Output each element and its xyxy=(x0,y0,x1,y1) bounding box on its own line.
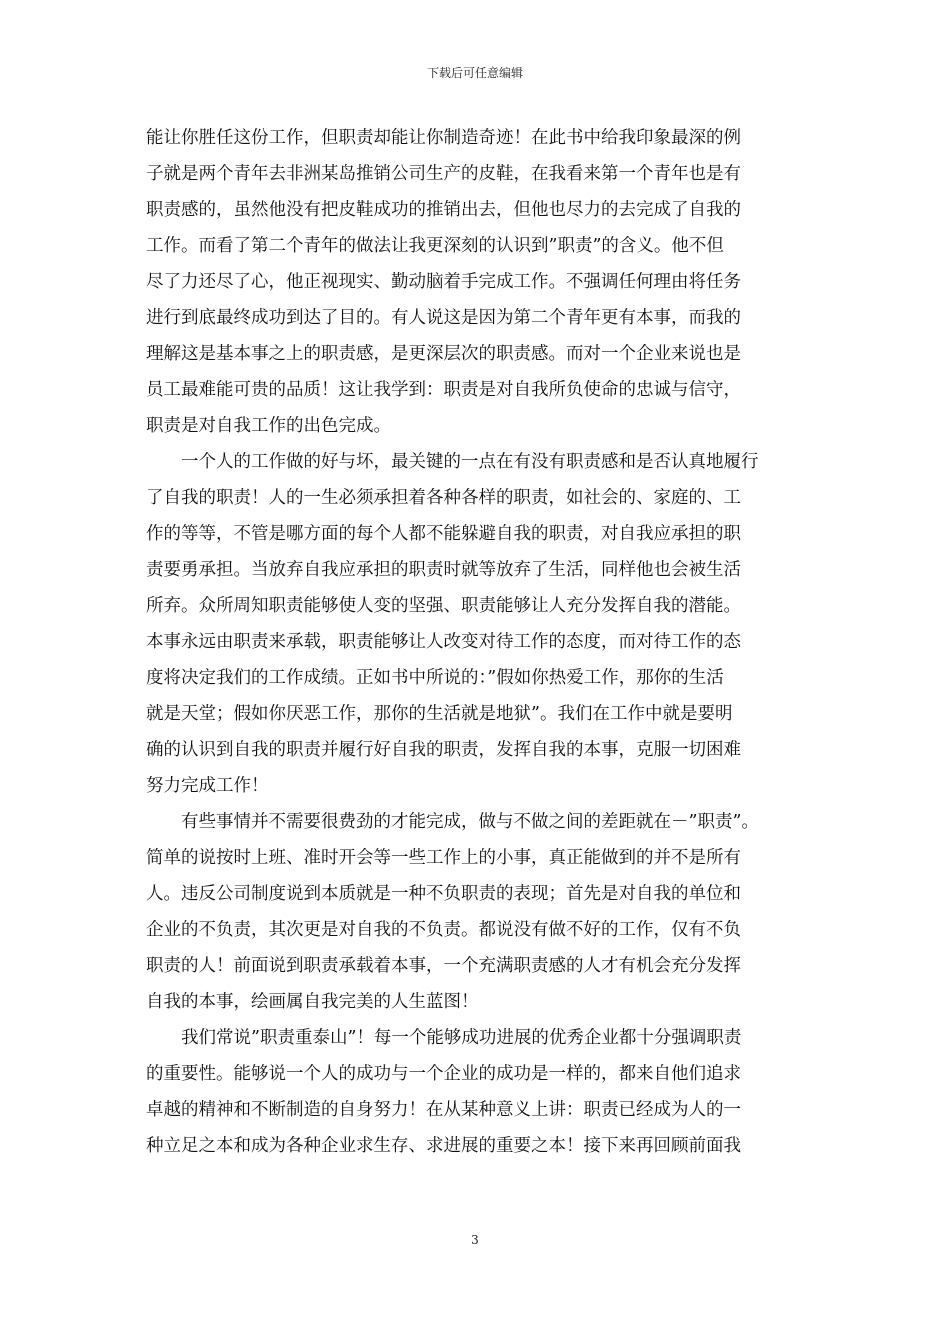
text-line: 度将决定我们的工作成绩。正如书中所说的：”假如你热爱工作，那你的生活 xyxy=(146,668,724,688)
text-line: 子就是两个青年去非洲某岛推销公司生产的皮鞋，在我看来第一个青年也是有 xyxy=(146,164,741,184)
text-line: 种立足之本和成为各种企业求生存、求进展的重要之本！接下来再回顾前面我 xyxy=(146,1136,741,1156)
text-line: 自我的本事，绘画属自我完美的人生蓝图！ xyxy=(146,992,479,1012)
text-line: 员工最难能可贵的品质！这让我学到：职责是对自我所负使命的忠诚与信守， xyxy=(146,380,741,400)
text-line: 工作。而看了第二个青年的做法让我更深刻的认识到”职责”的含义。他不但 xyxy=(146,236,724,256)
text-line: 能让你胜任这份工作，但职责却能让你制造奇迹！在此书中给我印象最深的例 xyxy=(146,128,741,148)
page-header: 下载后可任意编辑 xyxy=(426,66,523,80)
text-line: 人。违反公司制度说到本质就是一种不负职责的表现；首先是对自我的单位和 xyxy=(146,884,741,904)
text-line: 的重要性。能够说一个人的成功与一个企业的成功是一样的，都来自他们追求 xyxy=(146,1064,741,1084)
text-line: 所弃。众所周知职责能够使人变的坚强、职责能够让人充分发挥自我的潜能。 xyxy=(146,596,741,616)
paragraph-3 xyxy=(146,804,818,1020)
text-line: 我们常说”职责重泰山”！每一个能够成功进展的优秀企业都十分强调职责 xyxy=(181,1028,742,1048)
text-line: 一个人的工作做的好与坏，最关键的一点在有没有职责感和是否认真地履行 xyxy=(181,452,759,472)
text-line: 简单的说按时上班、准时开会等一些工作上的小事，真正能做到的并不是所有 xyxy=(146,848,741,868)
text-line: 职责的人！前面说到职责承载着本事，一个充满职责感的人才有机会充分发挥 xyxy=(146,956,741,976)
text-line: 有些事情并不需要很费劲的才能完成，做与不做之间的差距就在－”职责”。 xyxy=(181,812,759,832)
text-line: 作的等等，不管是哪方面的每个人都不能躲避自我的职责，对自我应承担的职 xyxy=(146,524,741,544)
text-line: 职责感的，虽然他没有把皮鞋成功的推销出去，但他也尽力的去完成了自我的 xyxy=(146,200,741,220)
text-line: 进行到底最终成功到达了目的。有人说这是因为第二个青年更有本事，而我的 xyxy=(146,308,741,328)
text-line: 确的认识到自我的职责并履行好自我的职责，发挥自我的本事，克服一切困难 xyxy=(146,740,741,760)
page-number: 3 xyxy=(471,1233,479,1247)
text-line: 尽了力还尽了心，他正视现实、勤动脑着手完成工作。不强调任何理由将任务 xyxy=(146,272,741,292)
text-line: 努力完成工作！ xyxy=(146,776,269,796)
paragraph-4 xyxy=(146,1020,818,1164)
text-line: 责要勇承担。当放弃自我应承担的职责时就等放弃了生活，同样他也会被生活 xyxy=(146,560,741,580)
text-line: 了自我的职责！人的一生必须承担着各种各样的职责，如社会的、家庭的、工 xyxy=(146,488,741,508)
text-line: 本事永远由职责来承载，职责能够让人改变对待工作的态度，而对待工作的态 xyxy=(146,632,741,652)
text-line: 企业的不负责，其次更是对自我的不负责。都说没有做不好的工作，仅有不负 xyxy=(146,920,741,940)
text-line: 就是天堂；假如你厌恶工作，那你的生活就是地狱”。我们在工作中就是要明 xyxy=(146,704,733,724)
paragraph-2 xyxy=(146,444,818,804)
text-line: 理解这是基本事之上的职责感，是更深层次的职责感。而对一个企业来说也是 xyxy=(146,344,741,364)
paragraph-1 xyxy=(146,120,818,444)
text-line: 职责是对自我工作的出色完成。 xyxy=(146,416,391,436)
document-body xyxy=(146,120,818,1164)
text-line: 卓越的精神和不断制造的自身努力！在从某种意义上讲：职责已经成为人的一 xyxy=(146,1100,741,1120)
